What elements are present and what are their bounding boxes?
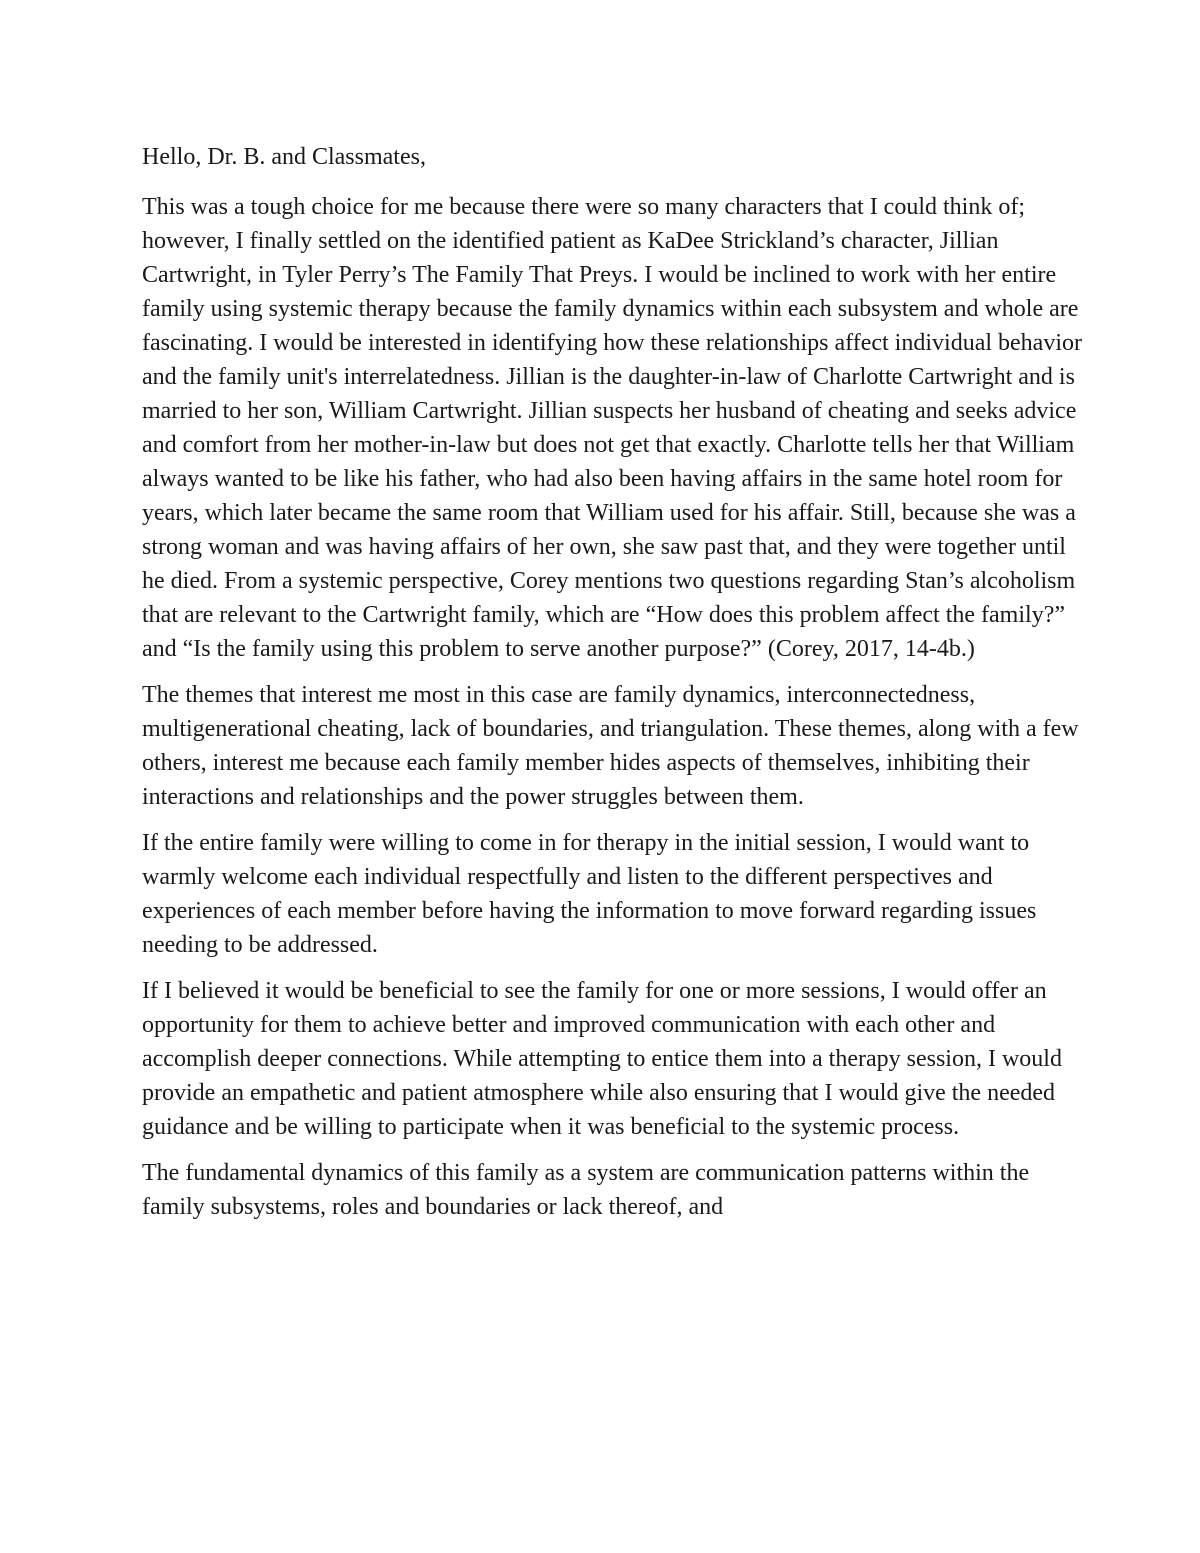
greeting-line: Hello, Dr. B. and Classmates, [142, 144, 426, 170]
paragraph-themes: The themes that interest me most in this case are family dynamics, interconnectedness, multigenerational cheating, lack of boundaries, and triangulation. These themes, along with a few others, interest me because each family member hides aspects of themselves, inhibiting their interactions and relationships and the power struggles between them. [142, 682, 1079, 810]
paragraph-initial-session: If the entire family were willing to come in for therapy in the initial session, I would want to warmly welcome each individual respectfully and listen to the different perspectives and experiences of each member before having the information to move forward regarding issues needing to be addressed. [142, 830, 1037, 958]
paragraph-further-sessions: If I believed it would be beneficial to see the family for one or more sessions, I would offer an opportunity for them to achieve better and improved communication with each other and accomplish deeper connections. While attempting to entice them into a therapy session, I would provide an empathetic and patient atmosphere while also ensuring that I would give the needed guidance and be willing to participate when it was beneficial to the systemic process. [142, 978, 1062, 1140]
paragraph-fundamental-dynamics: The fundamental dynamics of this family as a system are communication patterns within the family subsystems, roles and boundaries or lack thereof, and [142, 1160, 1030, 1220]
document-body [142, 140, 1082, 1236]
paragraph-identified-patient: This was a tough choice for me because there were so many characters that I could think of; however, I finally settled on the identified patient as KaDee Strickland’s character, Jillian Cartwright, in Tyler Perry’s The Family That Preys. I would be inclined to work with her entire family using systemic therapy because the family dynamics within each subsystem and whole are fascinating. I would be interested in identifying how these relationships affect individual behavior and the family unit's interrelatedness. Jillian is the daughter-in-law of Charlotte Cartwright and is married to her son, William Cartwright. Jillian suspects her husband of cheating and seeks advice and comfort from her mother-in-law but does not get that exactly. Charlotte tells her that William always wanted to be like his father, who had also been having affairs in the same hotel room for years, which later became the same room that William used for his affair. Still, because she was a strong woman and was having affairs of her own, she saw past that, and they were together until he died. From a systemic perspective, Corey mentions two questions regarding Stan’s alcoholism that are relevant to the Cartwright family, which are “How does this problem affect the family?” and “Is the family using this problem to serve another purpose?” (Corey, 2017, 14-4b.) [142, 194, 1082, 662]
